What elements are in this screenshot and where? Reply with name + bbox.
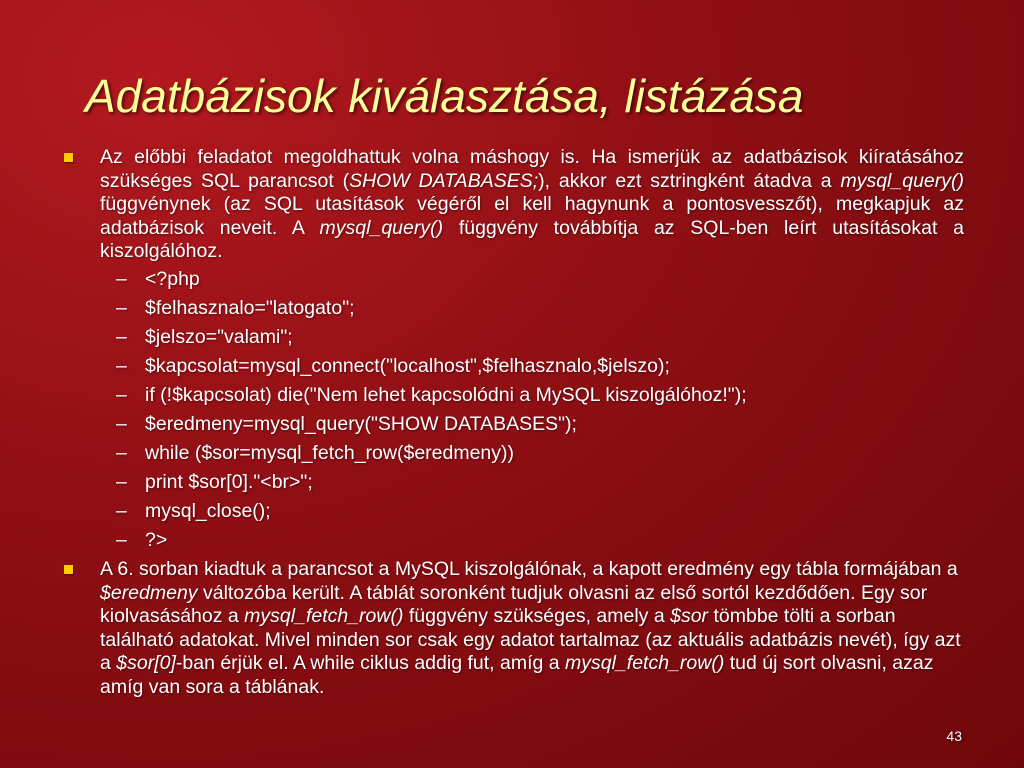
text-run: A 6. sorban kiadtuk a parancsot a MySQL kiszolgálónak, a kapott eredmény egy tábla formájában a <box>100 558 958 580</box>
code-line-text: while ($sor=mysql_fetch_row($eredmeny)) <box>145 441 515 464</box>
text-run: függvény szükséges, amely a <box>403 605 671 627</box>
text-run: függvény továbbítja az SQL-ben leírt utasításokat a kiszolgálóhoz. <box>100 216 964 262</box>
text-run: -ban érjük el. A while ciklus addig fut, amíg a <box>175 652 566 674</box>
code-line-text: $kapcsolat=mysql_connect("localhost",$felhasznalo,$jelszo); <box>145 354 670 377</box>
square-bullet-icon <box>64 565 73 574</box>
code-line <box>116 413 964 437</box>
bullet-item-1 <box>60 146 964 264</box>
code-ref: mysql_fetch_row() <box>565 652 725 674</box>
dash-marker: – <box>116 470 127 493</box>
code-ref: $sor <box>670 605 709 627</box>
code-line <box>116 326 964 350</box>
text-run: ), akkor ezt sztringként átadva a <box>538 169 841 192</box>
text-run: függvénynek (az SQL utasítások végéről el kell hagynunk a pontosvesszőt), megkapjuk az adatbázisok neveit. A <box>100 193 964 239</box>
code-listing <box>116 268 964 553</box>
dash-marker: – <box>116 441 127 464</box>
bullet-text-1 <box>100 146 964 264</box>
code-line-text: if (!$kapcsolat) die("Nem lehet kapcsolódni a MySQL kiszolgálóhoz!"); <box>145 383 747 406</box>
code-line <box>116 471 964 495</box>
dash-marker: – <box>116 412 127 435</box>
code-line <box>116 500 964 524</box>
code-line-text: $eredmeny=mysql_query("SHOW DATABASES"); <box>145 412 577 435</box>
code-line-text: $jelszo="valami"; <box>145 325 293 348</box>
code-line <box>116 297 964 321</box>
dash-marker: – <box>116 325 127 348</box>
dash-marker: – <box>116 499 127 522</box>
text-run: változóba került. A táblát soronként tudjuk olvasni az első sortól kezdődően. Egy sor kiolvasásához a <box>100 581 928 627</box>
code-ref: SHOW DATABASES; <box>349 169 539 192</box>
code-ref: mysql_query() <box>319 216 444 239</box>
dash-marker: – <box>116 296 127 319</box>
code-line-text: $felhasznalo="latogato"; <box>145 296 355 319</box>
bullet-text-2 <box>100 558 964 699</box>
code-ref: mysql_query() <box>840 169 964 192</box>
code-line <box>116 442 964 466</box>
code-line-text: print $sor[0]."<br>"; <box>145 470 313 493</box>
bullet-item-2 <box>60 558 964 699</box>
text-run: Az előbbi feladatot megoldhattuk volna máshogy is. Ha ismerjük az adatbázisok kiíratásához szükséges SQL parancsot ( <box>100 146 964 192</box>
code-ref: $sor[0] <box>116 652 176 674</box>
code-line-text: mysql_close(); <box>145 499 271 522</box>
code-line <box>116 384 964 408</box>
code-line <box>116 355 964 379</box>
dash-marker: – <box>116 354 127 377</box>
slide-title: Adatbázisok kiválasztása, listázása <box>85 70 804 122</box>
code-line <box>116 529 964 553</box>
text-run: tud új sort olvasni, azaz amíg van sora a táblának. <box>100 652 934 698</box>
code-line <box>116 268 964 292</box>
code-ref: mysql_fetch_row() <box>244 605 404 627</box>
code-ref: $eredmeny <box>100 581 198 604</box>
dash-marker: – <box>116 267 127 290</box>
dash-marker: – <box>116 383 127 406</box>
square-bullet-icon <box>64 153 73 162</box>
code-line-text: <?php <box>145 267 200 290</box>
page-number: 43 <box>946 728 962 744</box>
text-run: tömbbe tölti a sorban található adatokat. Mivel minden sor csak egy adatot tartalmaz (az aktuális adatbázis nevét), így azt a <box>100 605 961 674</box>
dash-marker: – <box>116 528 127 551</box>
code-line-text: ?> <box>145 528 168 551</box>
slide-content <box>60 146 964 699</box>
